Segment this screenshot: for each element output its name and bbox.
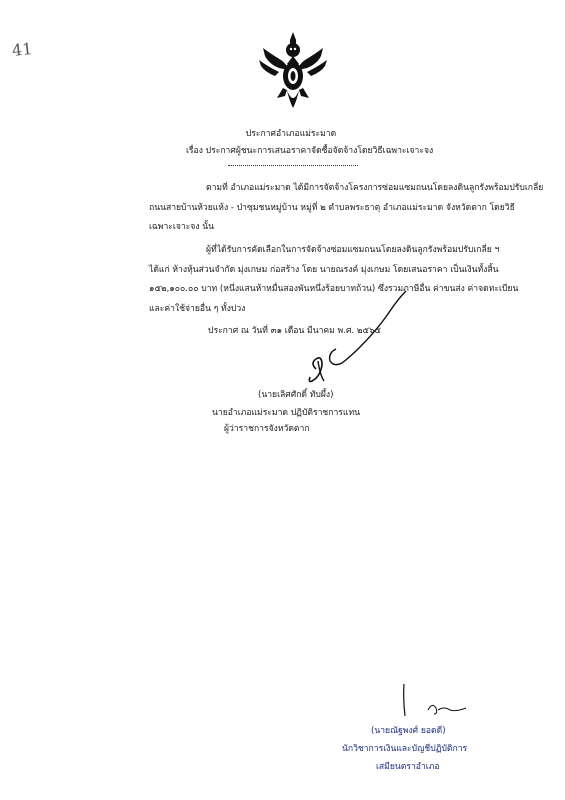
clerk-position: นักวิชาการเงินและบัญชีปฏิบัติการ — [342, 744, 468, 754]
signatory-position: นายอำเภอแม่ระมาด ปฏิบัติราชการแทน — [212, 408, 360, 418]
garuda-emblem-icon — [257, 30, 329, 112]
clerk-name: (นายณัฐพงศ์ ยอดดี) — [371, 726, 446, 736]
announcement-title: ประกาศอำเภอแม่ระมาด — [245, 129, 337, 139]
paragraph-2-line-1: ผู้ที่ได้รับการคัดเลือกในการจัดจ้างซ่อมแซมถนนโดยลงดินลูกรังพร้อมปรับเกลี่ย ฯ — [206, 245, 500, 255]
announcement-subject: เรื่อง ประกาศผู้ชนะการเสนอราคาจัดซื้อจัดจ้างโดยวิธีเฉพาะเจาะจง — [186, 146, 434, 156]
paragraph-1-line-1: ตามที่ อำเภอแม่ระมาด ได้มีการจัดจ้างโครงการซ่อมแซมถนนโดยลงดินลูกรังพร้อมปรับเกลี่ย — [206, 183, 544, 193]
margin-page-number: 41 — [11, 38, 34, 61]
paragraph-2-line-3: ๑๕๒,๑๐๐.๐๐ บาท (หนึ่งแสนห้าหมื่นสองพันหนึ่งร้อยบาทถ้วน) ซึ่งรวมภาษีอื่น ค่าขนส่ง ค่าจดทะเบียน — [149, 284, 519, 294]
signatory-office: ผู้ว่าราชการจังหวัดตาก — [224, 424, 310, 434]
paragraph-1-line-3: เฉพาะเจาะจง นั้น — [149, 222, 215, 232]
announcement-date: ประกาศ ณ วันที่ ๓๑ เดือน มีนาคม พ.ศ. ๒๕๖๕ — [208, 326, 382, 336]
signature-district-chief — [298, 285, 413, 390]
paragraph-2-line-4: และค่าใช้จ่ายอื่น ๆ ทั้งปวง — [149, 304, 246, 314]
paragraph-1-line-2: ถนนสายบ้านห้วยแห้ง - ป่าซุมชนหมู่บ้าน หมู่ที่ ๒ ตำบลพระธาตุ อำเภอแม่ระมาด จังหวัดตาก โดยวิธี — [149, 203, 515, 213]
paragraph-2-line-2: ได้แก่ ห้างหุ้นส่วนจำกัด มุ่งเกษม ก่อสร้าง โดย นายณรงค์ มุ่งเกษม โดยเสนอราคา เป็นเงินทั้งสิ้น — [149, 265, 499, 275]
clerk-role: เสมียนตราอำเภอ — [376, 762, 440, 772]
signatory-name: (นายเลิศศักดิ์ ทับผึ้ง) — [258, 390, 334, 400]
signature-clerk — [398, 680, 473, 722]
title-divider — [228, 161, 358, 166]
